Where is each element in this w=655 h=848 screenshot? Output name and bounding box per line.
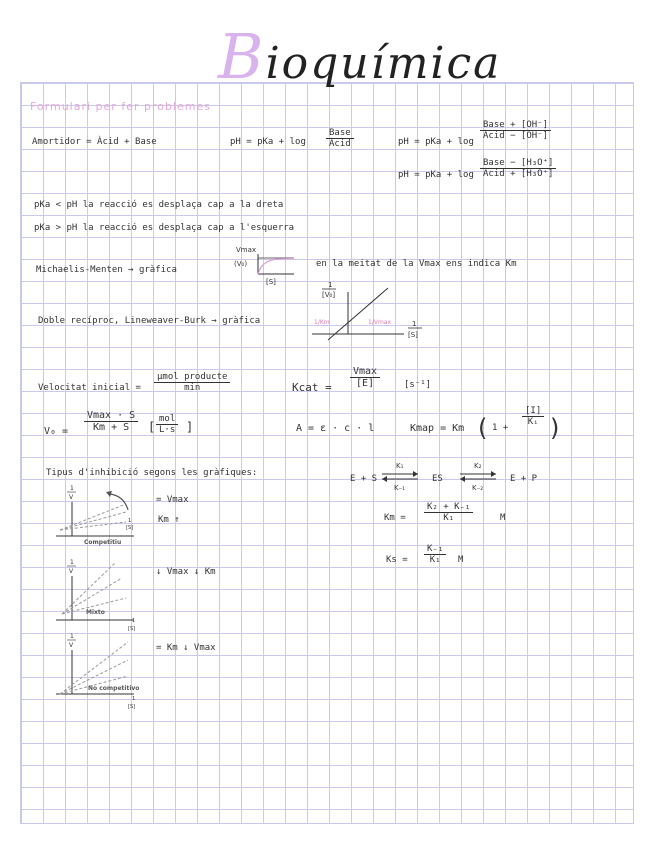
ks-num: K₋₁ [424,544,446,555]
v0-unit-num: mol [156,414,178,425]
kmap-paren-right: ) [550,414,560,442]
svg-text:1: 1 [70,559,74,566]
inhibition-type-noncompetitive: No competitivo [88,685,140,692]
eq-es: ES [432,474,443,484]
v0-label: V₀ = [44,426,69,437]
lb-y-num: 1 [328,281,333,289]
v0-fraction [84,410,138,433]
inhibition-graph-competitive [52,482,146,546]
km2-label: K₋₂ [472,484,484,492]
lb-y-den: [V₀] [322,291,336,299]
shift-line-1: pKa < pH la reacció es desplaça cap a la dreta [34,200,284,210]
ks-fraction [424,544,446,565]
lb-right-mark: 1/Vmax [368,319,392,326]
svg-text:V: V [69,494,74,501]
noncompetitive-note-1: = Km ↓ Vmax [156,643,216,653]
km-fraction [424,502,473,523]
mm-x-label: [S] [266,278,276,286]
inhibition-label: Tipus d'inhibició segons les gràfiques: [46,468,258,478]
mixed-note-1: ↓ Vmax ↓ Km [156,567,216,577]
shift-line-2: pKa > pH la reacció es desplaça cap a l'esquerra [34,223,295,233]
kmap-label: Kmap = Km [410,423,465,434]
lb-x-den: [S] [408,331,418,339]
v0-unit-bracket-right: ] [186,420,194,434]
eq-right: E + P [510,474,538,484]
k1-label: K₁ [396,462,404,470]
lb-label: Doble recíproc, Lineweaver-Burk → gràfica [38,316,261,326]
km-num: K₂ + K₋₁ [424,502,473,513]
ks-den: K₁ [429,555,441,565]
velocity-num: μmol producte [154,372,230,383]
km1-label: K₋₁ [394,484,406,492]
v0-unit-bracket-left: [ [148,420,156,434]
kmap-num: [I] [522,406,544,417]
km-den: K₁ [443,513,455,523]
mm-curve [258,259,294,275]
velocity-fraction [154,372,230,393]
km-unit: M [500,513,506,523]
v0-den: Km + S [93,422,130,433]
svg-text:1: 1 [70,485,74,492]
svg-text:1: 1 [128,518,132,524]
ph1-left: pH = pKa + log [230,137,306,147]
grid-paper [20,82,634,824]
competitive-note-2: Km ↑ [158,515,180,525]
ph2-left: pH = pKa + log [398,137,474,147]
title-rest: ioquímica [265,38,502,89]
kcat-label: Kcat = [292,381,332,394]
beer-lambert: A = ε · c · l [296,423,375,434]
ph2-fraction [480,120,551,141]
lb-graph [308,280,428,344]
ph1-fraction [326,128,354,149]
lb-x-num: 1 [412,320,417,328]
eq-arrows-2 [456,460,500,494]
competitive-note-1: = Vmax [156,495,189,505]
eq-arrows-1 [378,460,422,494]
inhibition-type-mixed: Mixto [86,609,105,616]
km-label: Km = [384,513,406,523]
inhibition-graph-noncompetitive [52,630,146,710]
inhibition-type-competitive: Competitiu [84,539,122,546]
kcat-den: [E] [356,378,375,389]
svg-text:1: 1 [132,696,136,702]
ph2-den: Àcid − [OH⁻] [483,131,549,141]
kmap-den: Kᵢ [527,417,539,427]
mm-vmax-label: Vmax [236,246,257,254]
subtitle: Formulari per fer problemes [30,100,211,113]
v0-unit-den: L·s [159,425,176,435]
svg-text:V: V [69,568,74,575]
svg-text:1: 1 [132,618,136,624]
kcat-fraction [350,366,380,389]
svg-text:1: 1 [70,633,74,640]
ph3-fraction [480,158,556,179]
ks-unit: M [458,555,464,565]
mm-graph [232,244,302,288]
ph1-num: Base [326,128,354,139]
ks-label: Ks = [386,555,408,565]
mm-note: en la meitat de la Vmax ens indica Km [316,259,517,269]
inhibition-graph-mixed [52,556,146,632]
lb-left-mark: 1/Km [314,319,330,326]
buffer-label: Amortidor = Àcid + Base [32,137,157,147]
k2-label: K₂ [474,462,482,470]
page-title [218,20,501,93]
mm-label: Michaelis-Menten → gràfica [36,265,177,275]
v0-num: Vmax · S [84,410,138,422]
kcat-num: Vmax [350,366,380,378]
svg-text:V: V [69,642,74,649]
ph3-num: Base − [H₃O⁺] [480,158,556,169]
lb-line [328,288,388,340]
velocity-den: min [184,383,201,393]
mm-y-label: (V₀) [234,260,248,268]
svg-text:[S]: [S] [128,626,136,632]
kmap-fraction [522,406,544,427]
eq-left: E + S [350,474,378,484]
velocity-label: Velocitat inicial = [38,383,141,393]
svg-text:[S]: [S] [128,704,136,710]
ph1-den: Àcid [329,139,351,149]
ph3-den: Àcid + [H₃O⁺] [483,169,554,179]
kmap-paren: 1 + [492,423,509,433]
kmap-paren-left: ( [478,414,488,442]
v0-unit [156,414,178,435]
ph2-num: Base + [OH⁻] [480,120,551,131]
kcat-unit: [s⁻¹] [404,380,432,390]
svg-text:[S]: [S] [126,525,134,531]
title-initial: B [218,20,266,93]
ph3-left: pH = pKa + log [398,170,474,180]
